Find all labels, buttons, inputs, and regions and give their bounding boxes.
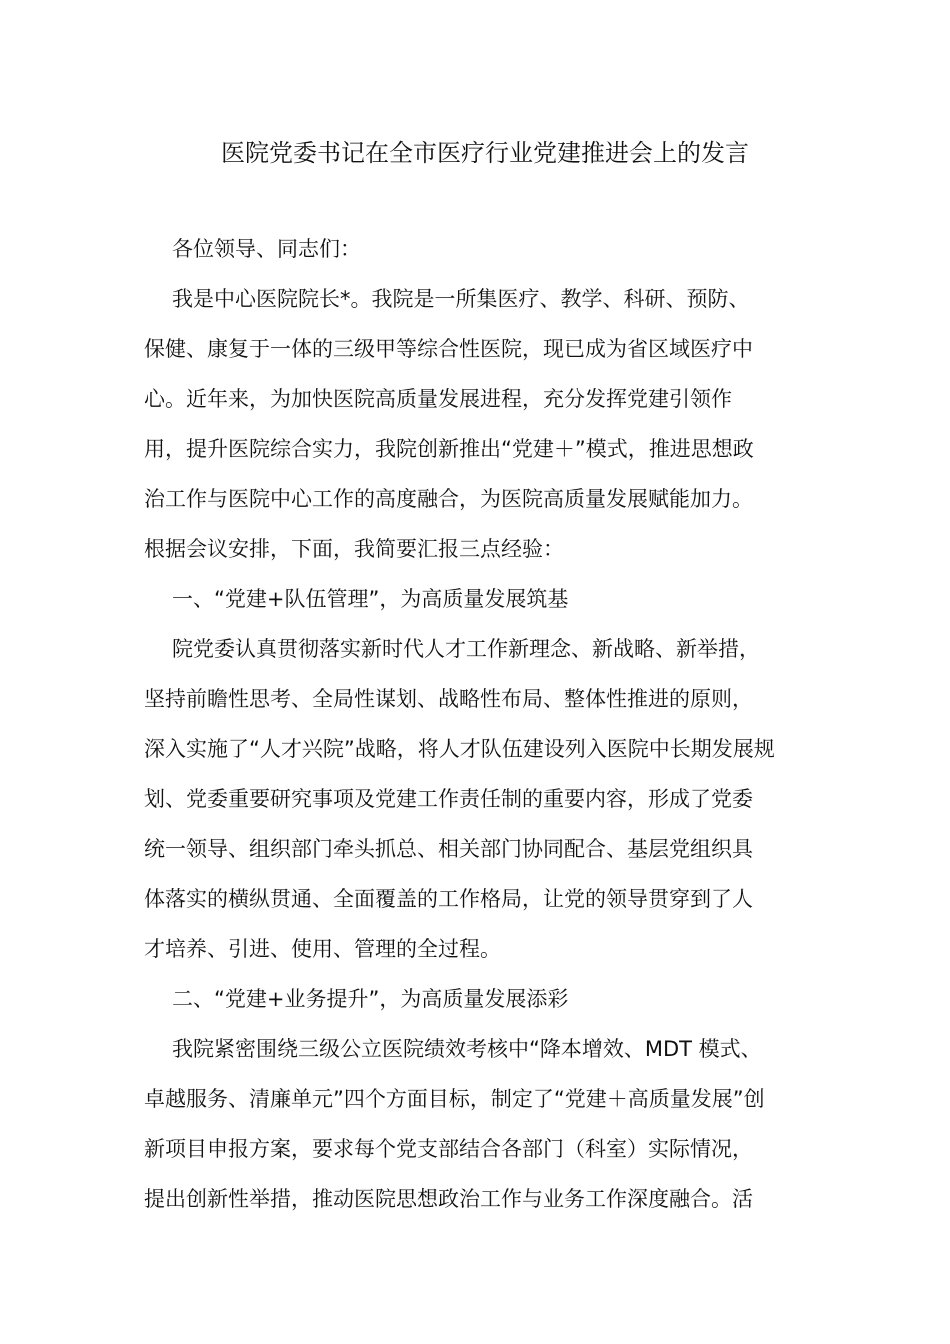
paragraph-line: 根据会议安排，下面，我简要汇报三点经验：: [144, 537, 564, 561]
section-heading: 一、“党建+队伍管理”，为高质量发展筑基: [172, 587, 569, 611]
paragraph-line: 新项目申报方案，要求每个党支部结合各部门（科室）实际情况，: [144, 1137, 753, 1161]
paragraph-line: 坚持前瞻性思考、全局性谋划、战略性布局、整体性推进的原则，: [144, 687, 753, 711]
paragraph-line: 心。近年来，为加快医院高质量发展进程，充分发挥党建引领作: [144, 387, 732, 411]
section-heading: 二、“党建+业务提升”，为高质量发展添彩: [172, 987, 569, 1011]
paragraph-line: 深入实施了“人才兴院”战略，将人才队伍建设列入医院中长期发展规: [144, 737, 775, 761]
paragraph-line: 治工作与医院中心工作的高度融合，为医院高质量发展赋能加力。: [144, 487, 753, 511]
paragraph-line: 卓越服务、清廉单元”四个方面目标，制定了“党建＋高质量发展”创: [144, 1087, 765, 1111]
paragraph-line: 提出创新性举措，推动医院思想政治工作与业务工作深度融合。活: [144, 1187, 753, 1211]
paragraph-line: 划、党委重要研究事项及党建工作责任制的重要内容，形成了党委: [144, 787, 753, 811]
paragraph-line: 保健、康复于一体的三级甲等综合性医院，现已成为省区域医疗中: [144, 337, 753, 361]
paragraph-line: 我是中心医院院长*。我院是一所集医疗、教学、科研、预防、: [172, 287, 750, 311]
paragraph-line: 体落实的横纵贯通、全面覆盖的工作格局，让党的领导贯穿到了人: [144, 887, 753, 911]
paragraph-line: 统一领导、组织部门牵头抓总、相关部门协同配合、基层党组织具: [144, 837, 753, 861]
salutation: 各位领导、同志们：: [172, 237, 361, 261]
paragraph-line: 我院紧密围绕三级公立医院绩效考核中“降本增效、MDT 模式、: [172, 1037, 762, 1061]
paragraph-line: 用，提升医院综合实力，我院创新推出“党建＋”模式，推进思想政: [144, 437, 754, 461]
document-title: 医院党委书记在全市医疗行业党建推进会上的发言: [221, 139, 749, 167]
paragraph-line: 院党委认真贯彻落实新时代人才工作新理念、新战略、新举措，: [172, 637, 760, 661]
paragraph-line: 才培养、引进、使用、管理的全过程。: [144, 937, 501, 961]
